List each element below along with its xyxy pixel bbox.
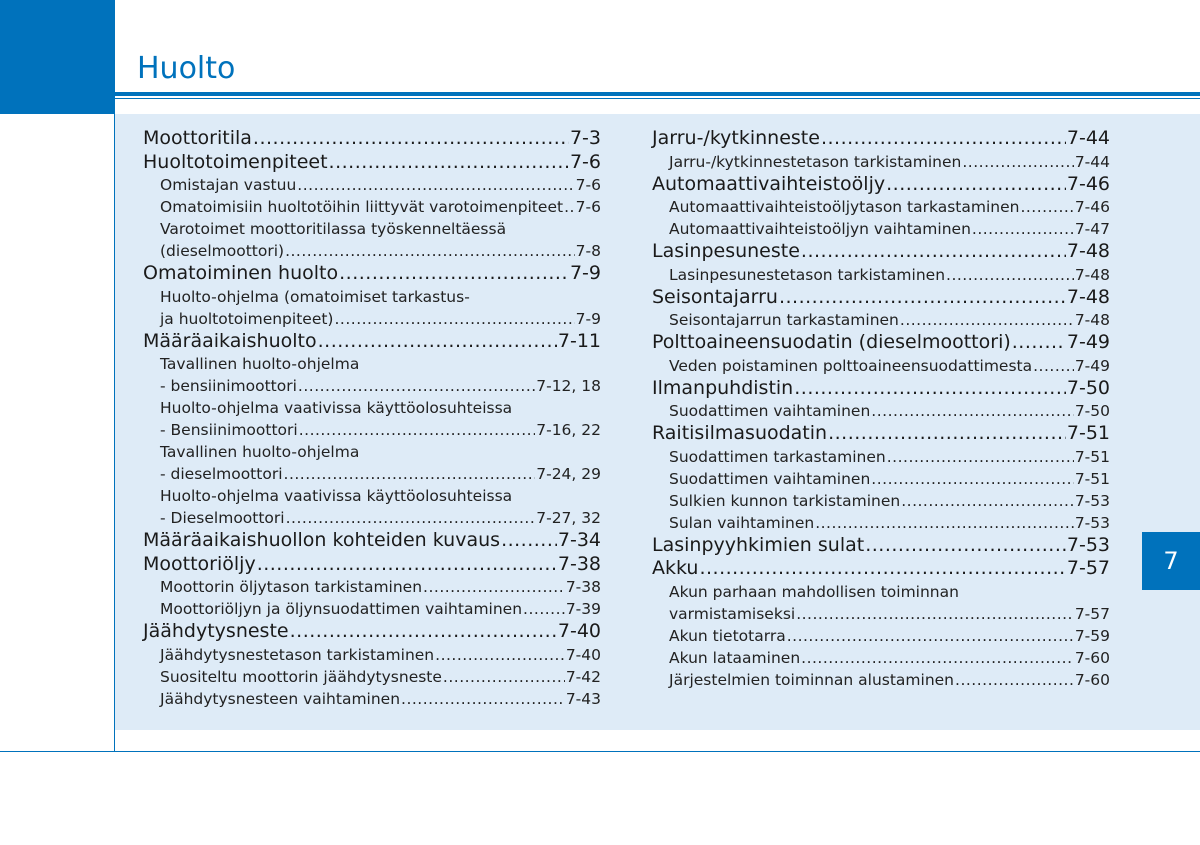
dot-leader bbox=[1020, 196, 1073, 218]
toc-page-number: 7-51 bbox=[1074, 447, 1110, 466]
toc-page-number: 7-53 bbox=[1066, 533, 1110, 556]
toc-column-left bbox=[143, 127, 601, 710]
toc-entry-title: Akun tietotarra bbox=[669, 626, 786, 645]
toc-page-number: 7-59 bbox=[1074, 626, 1110, 645]
toc-page-number: 7-24, 29 bbox=[536, 465, 601, 483]
toc-page-number: 7-12, 18 bbox=[536, 377, 601, 395]
toc-entry[interactable] bbox=[143, 262, 601, 286]
toc-subentry[interactable] bbox=[652, 512, 1110, 534]
toc-subentry[interactable] bbox=[652, 264, 1110, 286]
toc-page-number: 7-47 bbox=[1074, 220, 1110, 238]
toc-subentry[interactable] bbox=[143, 240, 601, 262]
toc-subentry[interactable] bbox=[143, 688, 601, 710]
toc-page-number: 7-9 bbox=[569, 262, 601, 284]
toc-entry[interactable] bbox=[143, 151, 601, 175]
toc-subentry[interactable] bbox=[652, 355, 1110, 377]
header-thin-rule bbox=[114, 98, 1200, 99]
toc-entry[interactable] bbox=[652, 377, 1110, 401]
toc-entry[interactable] bbox=[652, 286, 1110, 310]
toc-subentry-line: Huolto-ohjelma (omatoimiset tarkastus- bbox=[160, 287, 470, 306]
dot-leader bbox=[329, 151, 569, 175]
toc-entry-title: Suodattimen tarkastaminen bbox=[669, 447, 886, 466]
toc-page-number: 7-44 bbox=[1066, 127, 1110, 149]
toc-entry[interactable] bbox=[652, 557, 1110, 581]
toc-page-number: 7-49 bbox=[1066, 331, 1110, 353]
toc-page-number: 7-40 bbox=[557, 620, 601, 642]
toc-entry-title: Raitisilmasuodatin bbox=[652, 422, 828, 444]
toc-entry-title: Moottoritila bbox=[143, 127, 252, 149]
toc-entry-title: Seisontajarrun tarkastaminen bbox=[669, 311, 899, 329]
dot-leader bbox=[334, 308, 574, 330]
toc-subentry[interactable] bbox=[652, 490, 1110, 512]
chapter-tab[interactable]: 7 bbox=[1142, 532, 1200, 590]
dot-leader bbox=[1012, 331, 1066, 355]
toc-entry-title: Lasinpesunestetason tarkistaminen bbox=[669, 265, 946, 284]
dot-leader bbox=[699, 557, 1065, 581]
toc-entry[interactable] bbox=[143, 529, 601, 553]
dot-leader bbox=[972, 218, 1074, 240]
dot-leader bbox=[828, 422, 1066, 446]
dot-leader bbox=[253, 127, 569, 151]
toc-page-number: 7-6 bbox=[569, 150, 601, 173]
toc-entry-title: Jäähdytysneste bbox=[143, 620, 289, 642]
toc-page-number: 7-49 bbox=[1074, 356, 1110, 375]
toc-subentry[interactable] bbox=[652, 446, 1110, 468]
toc-page-number: 7-38 bbox=[557, 552, 601, 575]
toc-entry-title: Sulkien kunnon tarkistaminen bbox=[669, 491, 901, 510]
dot-leader bbox=[318, 330, 557, 354]
toc-entry-title: ja huoltotoimenpiteet) bbox=[160, 309, 334, 328]
dot-leader bbox=[299, 419, 536, 441]
toc-page-number: 7-38 bbox=[565, 578, 601, 596]
dot-leader bbox=[955, 669, 1074, 691]
toc-page-number: 7-3 bbox=[569, 127, 601, 149]
dot-leader bbox=[501, 529, 557, 553]
toc-subentry[interactable] bbox=[143, 375, 601, 397]
toc-entry-title: Veden poistaminen polttoaineensuodattimesta bbox=[669, 356, 1033, 375]
toc-entry[interactable] bbox=[652, 422, 1110, 446]
toc-entry[interactable] bbox=[143, 553, 601, 577]
toc-page-number: 7-50 bbox=[1066, 376, 1110, 399]
toc-entry-title: - Bensiinimoottori bbox=[160, 421, 298, 439]
toc-subentry[interactable] bbox=[143, 666, 601, 688]
dot-leader bbox=[401, 688, 565, 710]
toc-page-number: 7-16, 22 bbox=[536, 421, 601, 439]
toc-subentry[interactable] bbox=[652, 309, 1110, 331]
toc-entry-title: (dieselmoottori) bbox=[160, 242, 285, 260]
toc-entry[interactable] bbox=[652, 331, 1110, 355]
toc-page-number: 7-48 bbox=[1074, 311, 1110, 329]
toc-page-number: 7-39 bbox=[565, 600, 601, 618]
toc-entry-title: Akun lataaminen bbox=[669, 648, 801, 667]
toc-entry[interactable] bbox=[652, 127, 1110, 151]
toc-page-number: 7-60 bbox=[1074, 670, 1110, 689]
toc-entry[interactable] bbox=[652, 534, 1110, 558]
dot-leader bbox=[962, 151, 1073, 173]
toc-entry-title: Huoltotoimenpiteet bbox=[143, 150, 328, 173]
toc-entry-title: Jarru-/kytkinnestetason tarkistaminen bbox=[669, 152, 962, 171]
toc-page-number: 7-27, 32 bbox=[536, 509, 601, 527]
toc-subentry[interactable] bbox=[652, 218, 1110, 240]
toc-entry-title: Akku bbox=[652, 557, 699, 579]
toc-subentry[interactable] bbox=[652, 669, 1110, 691]
corner-block bbox=[0, 0, 114, 114]
toc-page-number: 7-42 bbox=[565, 667, 601, 686]
toc-column-right bbox=[652, 127, 1110, 691]
toc-entry-title: Polttoaineensuodatin (dieselmoottori) bbox=[652, 331, 1011, 353]
toc-page-number: 7-50 bbox=[1074, 402, 1110, 420]
dot-leader bbox=[286, 507, 536, 529]
dot-leader bbox=[339, 262, 569, 286]
dot-leader bbox=[901, 490, 1074, 512]
toc-subentry[interactable] bbox=[143, 463, 601, 485]
dot-leader bbox=[290, 620, 557, 644]
toc-page-number: 7-6 bbox=[575, 198, 601, 216]
toc-entry-title: Jäähdytysnestetason tarkistaminen bbox=[160, 645, 435, 664]
toc-subentry-line: Huolto-ohjelma vaativissa käyttöolosuhteissa bbox=[160, 487, 513, 505]
toc-subentry[interactable] bbox=[652, 468, 1110, 490]
toc-page-number: 7-46 bbox=[1066, 172, 1110, 195]
dot-leader bbox=[815, 512, 1074, 534]
toc-subentry[interactable] bbox=[143, 644, 601, 666]
toc-page-number: 7-48 bbox=[1066, 285, 1110, 308]
toc-subentry-line: Akun parhaan mahdollisen toiminnan bbox=[669, 582, 959, 601]
dot-leader bbox=[1033, 355, 1074, 377]
toc-page-number: 7-46 bbox=[1074, 198, 1110, 216]
toc-subentry-line: Huolto-ohjelma vaativissa käyttöolosuhteissa bbox=[160, 399, 513, 417]
toc-entry-title: Jäähdytysnesteen vaihtaminen bbox=[160, 689, 401, 708]
toc-entry-title: Sulan vaihtaminen bbox=[669, 513, 815, 532]
dot-leader bbox=[871, 468, 1074, 490]
toc-entry-title: Automaattivaihteistoöljy bbox=[652, 172, 886, 195]
toc-subentry-line: Tavallinen huolto-ohjelma bbox=[160, 443, 360, 461]
toc-entry-title: Suositeltu moottorin jäähdytysneste bbox=[160, 667, 442, 686]
toc-page-number: 7-34 bbox=[557, 529, 601, 551]
toc-subentry[interactable] bbox=[652, 647, 1110, 669]
toc-entry-title: Suodattimen vaihtaminen bbox=[669, 402, 871, 420]
toc-page-number: 7-60 bbox=[1074, 648, 1110, 667]
toc-entry-title: Jarru-/kytkinneste bbox=[652, 127, 820, 149]
toc-subentry[interactable] bbox=[143, 196, 601, 218]
toc-entry-title: Järjestelmien toiminnan alustaminen bbox=[669, 670, 955, 689]
toc-subentry[interactable] bbox=[652, 625, 1110, 647]
toc-subentry[interactable] bbox=[652, 603, 1110, 625]
toc-page-number: 7-43 bbox=[565, 689, 601, 708]
dot-leader bbox=[779, 286, 1066, 310]
toc-entry-title: Määräaikaishuolto bbox=[143, 329, 317, 352]
toc-entry-title: Lasinpesuneste bbox=[652, 240, 800, 262]
header-bar bbox=[114, 92, 1200, 96]
toc-entry-title: Suodattimen vaihtaminen bbox=[669, 469, 871, 488]
toc-subentry[interactable] bbox=[652, 400, 1110, 422]
toc-page-number: 7-9 bbox=[575, 309, 601, 328]
toc-entry-title: - Dieselmoottori bbox=[160, 509, 285, 527]
toc-entry-title: - dieselmoottori bbox=[160, 465, 283, 483]
toc-entry[interactable] bbox=[143, 127, 601, 151]
toc-page-number: 7-53 bbox=[1074, 513, 1110, 532]
dot-leader bbox=[284, 463, 536, 485]
toc-entry-title: Ilmanpuhdistin bbox=[652, 376, 794, 399]
dot-leader bbox=[794, 377, 1066, 401]
toc-entry[interactable] bbox=[143, 620, 601, 644]
toc-subentry[interactable] bbox=[652, 196, 1110, 218]
toc-entry-title: Määräaikaishuollon kohteiden kuvaus bbox=[143, 529, 501, 551]
dot-leader bbox=[564, 196, 575, 218]
dot-leader bbox=[886, 173, 1066, 197]
toc-entry-title: Omatoimisiin huoltotöihin liittyvät varotoimenpiteet bbox=[160, 198, 564, 216]
toc-subentry-line: Tavallinen huolto-ohjelma bbox=[160, 355, 360, 373]
toc-subentry[interactable] bbox=[652, 151, 1110, 173]
footer-rule bbox=[0, 751, 1200, 752]
toc-page-number: 7-51 bbox=[1066, 422, 1110, 444]
dot-leader bbox=[523, 598, 565, 620]
dot-leader bbox=[787, 625, 1074, 647]
dot-leader bbox=[443, 666, 565, 688]
dot-leader bbox=[865, 534, 1066, 558]
toc-subentry[interactable] bbox=[143, 419, 601, 441]
toc-entry-title: Moottoriöljy bbox=[143, 552, 256, 575]
toc-page-number: 7-8 bbox=[575, 242, 601, 260]
dot-leader bbox=[946, 264, 1074, 286]
toc-page-number: 7-11 bbox=[557, 329, 601, 352]
toc-entry-title: Lasinpyyhkimien sulat bbox=[652, 533, 865, 556]
toc-subentry[interactable] bbox=[143, 598, 601, 620]
toc-entry[interactable] bbox=[652, 173, 1110, 197]
dot-leader bbox=[423, 576, 565, 598]
dot-leader bbox=[871, 400, 1074, 422]
toc-page-number: 7-57 bbox=[1066, 557, 1110, 579]
dot-leader bbox=[821, 127, 1066, 151]
toc-entry-title: - bensiinimoottori bbox=[160, 377, 297, 395]
dot-leader bbox=[900, 309, 1074, 331]
dot-leader bbox=[435, 644, 565, 666]
dot-leader bbox=[887, 446, 1074, 468]
toc-entry-title: Automaattivaihteistoöljytason tarkastaminen bbox=[669, 198, 1020, 216]
toc-page-number: 7-44 bbox=[1074, 152, 1110, 171]
dot-leader bbox=[796, 603, 1074, 625]
dot-leader bbox=[298, 375, 535, 397]
page-title: Huolto bbox=[137, 51, 236, 86]
toc-entry-title: Omistajan vastuu bbox=[160, 176, 297, 194]
toc-page-number: 7-53 bbox=[1074, 491, 1110, 510]
toc-page-number: 7-48 bbox=[1074, 265, 1110, 284]
toc-subentry[interactable] bbox=[143, 507, 601, 529]
toc-page-number: 7-6 bbox=[575, 176, 601, 194]
dot-leader bbox=[285, 240, 575, 262]
dot-leader bbox=[801, 240, 1066, 264]
toc-page-number: 7-48 bbox=[1066, 240, 1110, 262]
dot-leader bbox=[297, 174, 574, 196]
toc-page-number: 7-57 bbox=[1074, 604, 1110, 623]
toc-entry-title: Moottoriöljyn ja öljynsuodattimen vaihtaminen bbox=[160, 600, 523, 618]
toc-page-number: 7-51 bbox=[1074, 469, 1110, 488]
toc-entry-title: varmistamiseksi bbox=[669, 604, 796, 623]
toc-entry-title: Seisontajarru bbox=[652, 285, 778, 308]
dot-leader bbox=[801, 647, 1074, 669]
toc-entry-title: Automaattivaihteistoöljyn vaihtaminen bbox=[669, 220, 971, 238]
toc-subentry-line: Varotoimet moottoritilassa työskenneltäessä bbox=[160, 220, 507, 238]
toc-entry-title: Moottorin öljytason tarkistaminen bbox=[160, 578, 423, 596]
dot-leader bbox=[257, 553, 557, 577]
toc-entry[interactable] bbox=[143, 330, 601, 354]
toc-page-number: 7-40 bbox=[565, 645, 601, 664]
toc-subentry[interactable] bbox=[143, 308, 601, 330]
toc-subentry[interactable] bbox=[143, 576, 601, 598]
toc-entry[interactable] bbox=[652, 240, 1110, 264]
toc-entry-title: Omatoiminen huolto bbox=[143, 262, 339, 284]
toc-subentry[interactable] bbox=[143, 174, 601, 196]
